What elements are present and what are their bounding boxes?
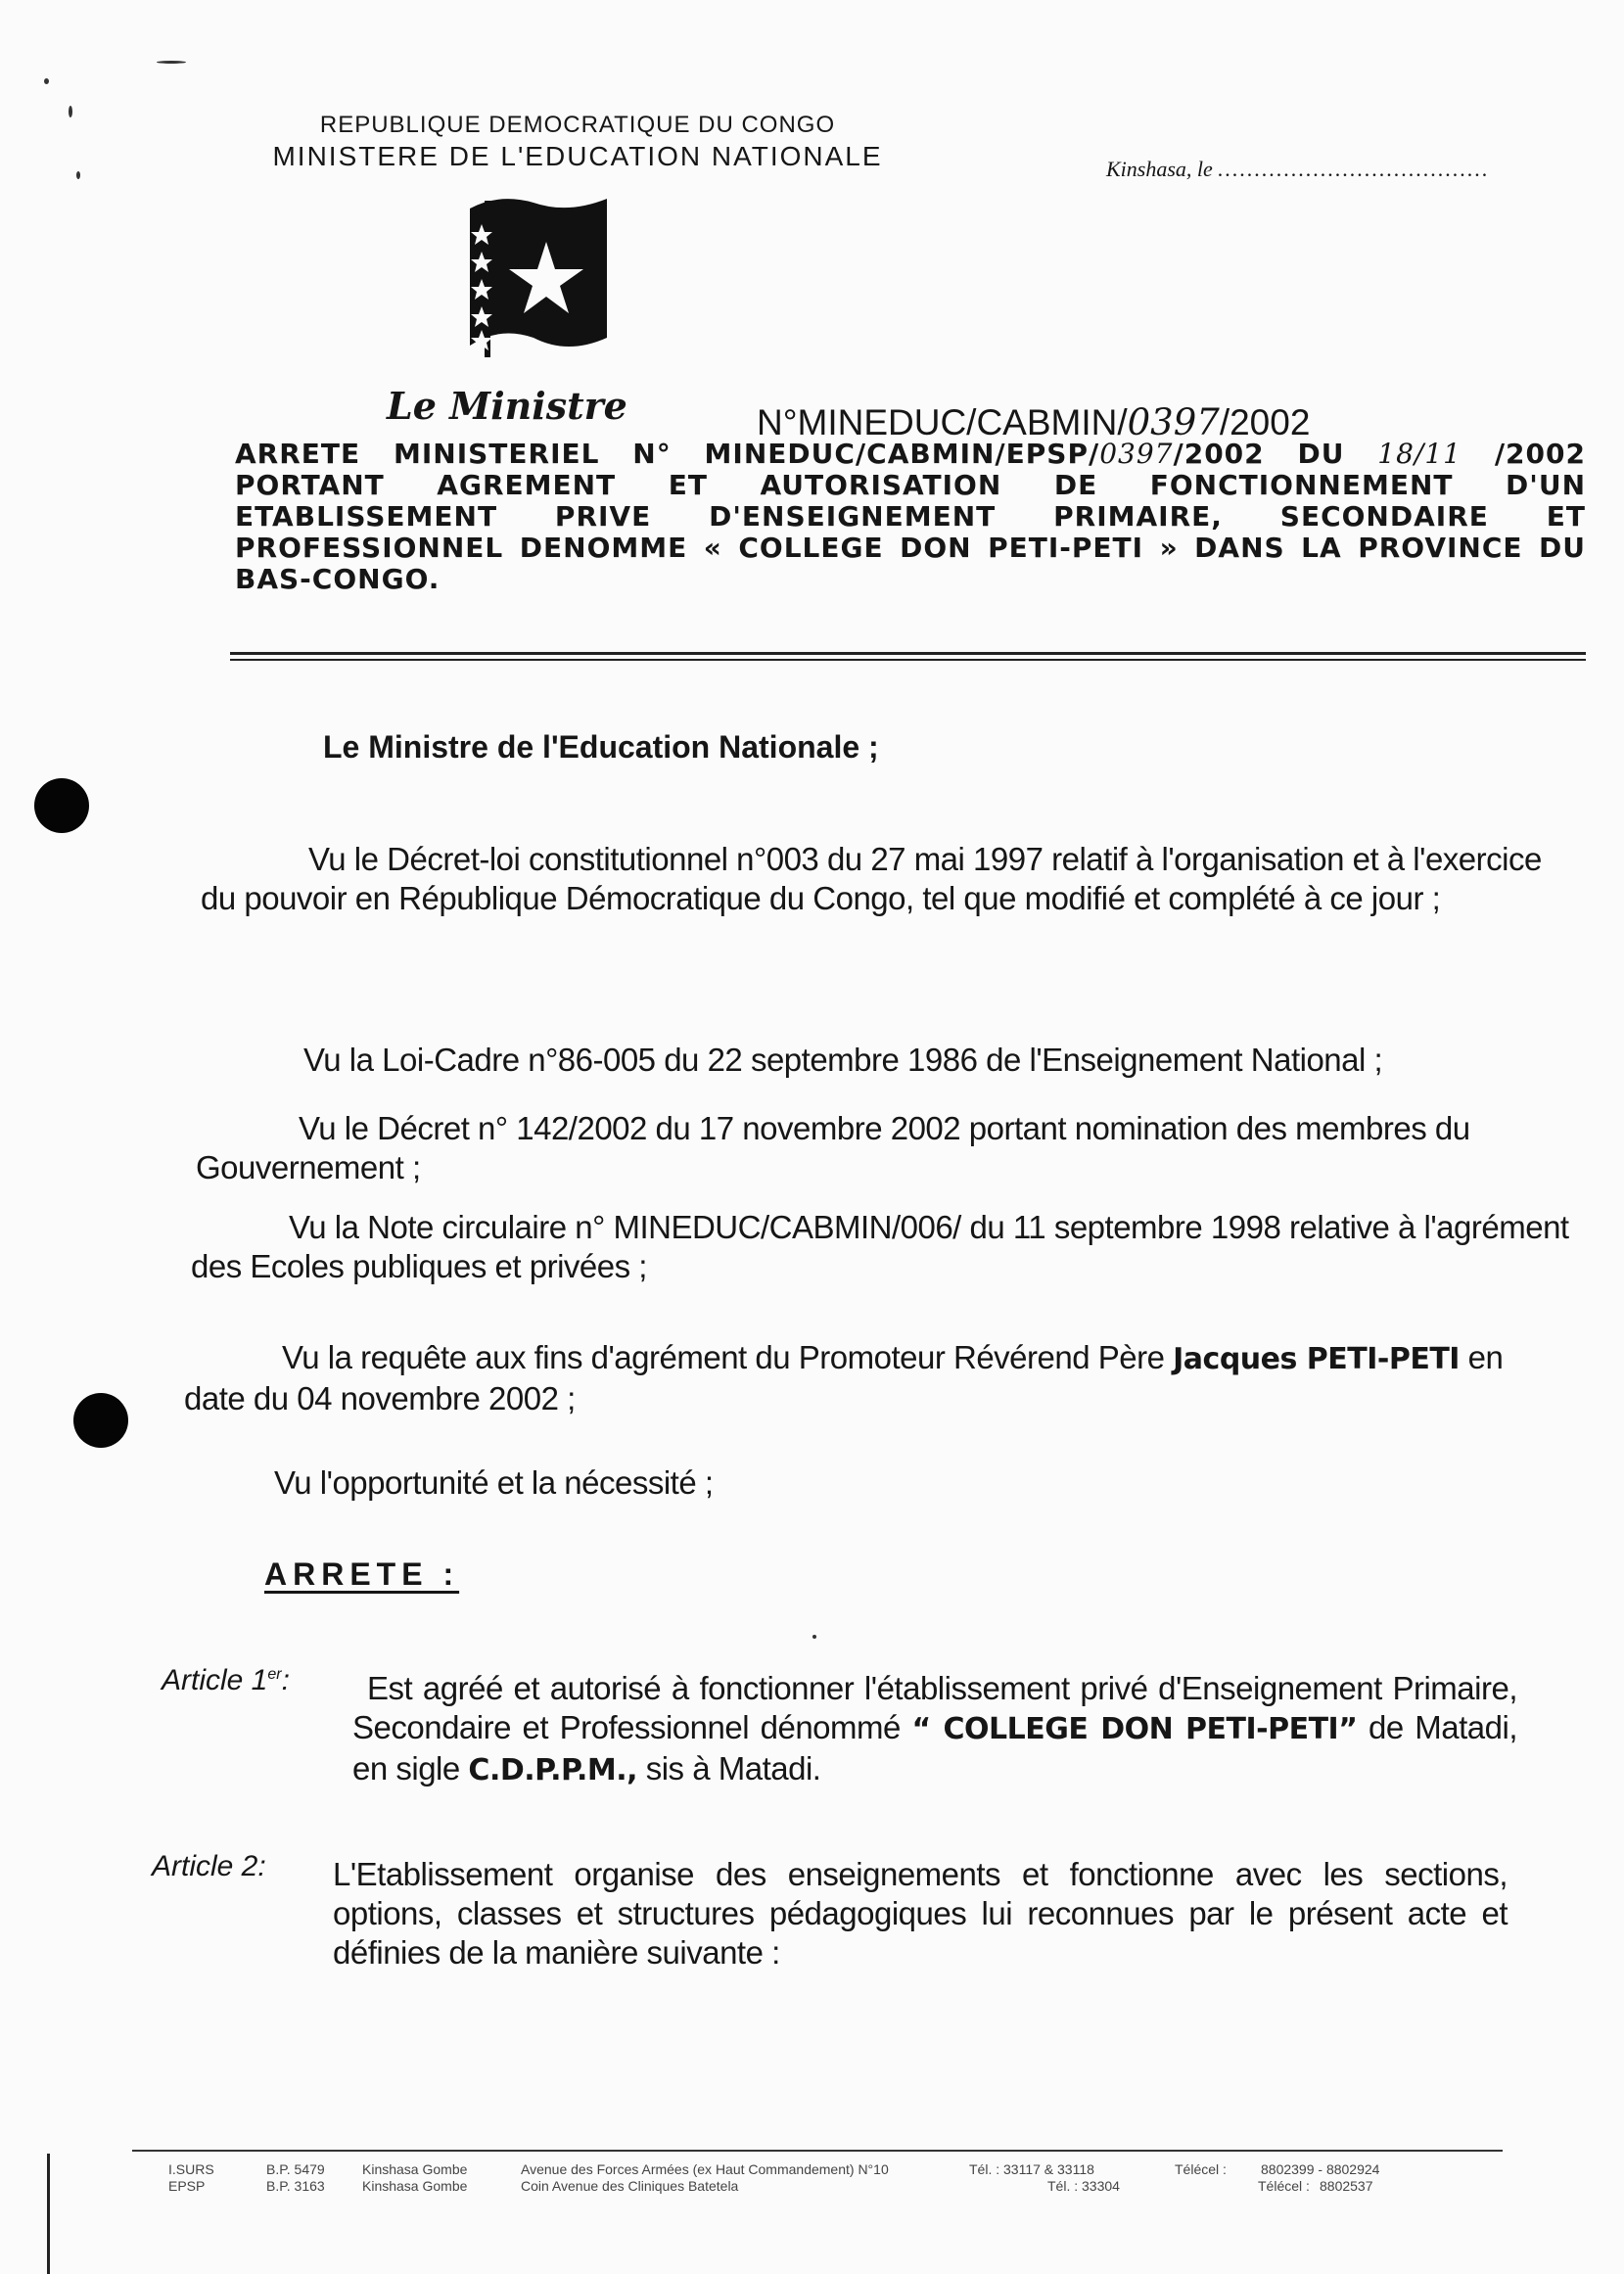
footer-text: Kinshasa Gombe — [362, 2161, 468, 2177]
article-1-colon: : — [281, 1664, 290, 1696]
footer-text: B.P. 3163 — [266, 2178, 325, 2194]
footer-text: Coin Avenue des Cliniques Batetela — [521, 2178, 739, 2194]
title-separator-second — [230, 659, 1586, 661]
footer-text: I.SURS — [168, 2161, 214, 2177]
consideration-4: Vu la Note circulaire n° MINEDUC/CABMIN/006/ du 11 septembre 1998 relative à l'agrément des Ecoles publiques et privées ; — [191, 1209, 1569, 1284]
title-handwritten-number: 0397 — [1099, 438, 1174, 470]
reference-handwritten-number: 0397 — [1127, 401, 1220, 443]
scan-speck — [76, 171, 80, 179]
scan-speck — [157, 61, 186, 64]
scan-speck — [44, 78, 49, 84]
title-part-1: ARRETE MINISTERIEL N° MINEDUC/CABMIN/EPSP/ — [235, 438, 1100, 470]
footer-separator — [132, 2150, 1503, 2152]
reference-prefix: N°MINEDUC/CABMIN/ — [757, 402, 1128, 442]
ministry-name: MINISTERE DE L'EDUCATION NATIONALE — [272, 141, 883, 171]
consideration-1: Vu le Décret-loi constitutionnel n°003 du 27 mai 1997 relatif à l'organisation et à l'exercice du pouvoir en République Démocratique du Congo, tel que modifié et complété à ce jour ; — [201, 841, 1542, 916]
date-blank: ..................................... — [1218, 157, 1490, 181]
reference-suffix: /2002 — [1219, 402, 1311, 442]
footer-col-1 — [168, 2161, 214, 2195]
title-handwritten-date: 18/11 — [1377, 438, 1462, 470]
consideration-5 — [184, 1338, 1564, 1418]
article-1-label — [162, 1664, 290, 1697]
footer-text: 8802399 - 8802924 — [1261, 2161, 1380, 2177]
article-2-text: L'Etablissement organise des enseignements et fonctionne avec les sections, options, classes et structures pédagogiques lui reconnues par le présent acte et définies de la manière suivante : — [333, 1856, 1508, 1971]
title-part-3: /2002 PORTANT AGREMENT ET AUTORISATION DE FONCTIONNEMENT D'UN ETABLISSEMENT PRIVE D'ENSEIGNEMENT PRIMAIRE, SECONDAIRE ET PROFESSIONNEL DENOMME « — [235, 438, 1586, 564]
consideration-2: Vu la Loi-Cadre n°86-005 du 22 septembre 1986 de l'Enseignement National ; — [303, 1042, 1383, 1078]
consideration-5-date: en date du 04 novembre 2002 ; — [184, 1339, 1504, 1416]
consideration-5-text: Vu la requête aux fins d'agrément du Promoteur Révérend Père — [282, 1339, 1174, 1375]
footer-text: EPSP — [168, 2178, 206, 2194]
footer-col-3 — [362, 2161, 467, 2195]
footer-col-5 — [969, 2161, 1120, 2195]
article-1-acronym: C.D.P.P.M., — [468, 1753, 638, 1787]
consideration-3: Vu le Décret n° 142/2002 du 17 novembre 2002 portant nomination des membres du Gouvernement ; — [196, 1110, 1470, 1185]
le-ministre-script: Le Ministre — [387, 384, 627, 428]
flag-emblem-icon — [460, 191, 617, 362]
footer-col-4 — [521, 2161, 889, 2195]
place-date-line — [1106, 157, 1490, 182]
article-2-label: Article 2: — [152, 1850, 266, 1882]
title-school-name: COLLEGE DON PETI-PETI — [738, 532, 1144, 564]
article-1-text-e: sis à Matadi. — [637, 1750, 821, 1787]
minister-heading: Le Ministre de l'Education Nationale ; — [323, 729, 879, 765]
footer-text: : 33117 & 33118 — [996, 2161, 1094, 2177]
footer-text: Kinshasa Gombe — [362, 2178, 468, 2194]
footer-col-2 — [266, 2161, 325, 2195]
title-part-4: » DANS LA PROVINCE DU BAS-CONGO. — [235, 532, 1587, 595]
scan-speck — [69, 106, 72, 117]
consideration-6: Vu l'opportunité et la nécessité ; — [274, 1464, 714, 1501]
decree-title — [235, 439, 1586, 595]
page-edge-shadow — [47, 2154, 50, 2274]
punch-hole — [73, 1393, 128, 1448]
article-1-sup: er — [267, 1666, 282, 1683]
title-part-2: /2002 DU — [1173, 438, 1378, 470]
footer-text: Avenue des Forces Armées (ex Haut Commandement) N°10 — [521, 2161, 889, 2177]
article-1-text-a: Est agréé et autorisé à fonctionner l'établissement privé d'Enseignement Primaire, Secondaire et Professionnel dénommé — [352, 1670, 1517, 1745]
footer-text: Télécel : — [1175, 2161, 1227, 2177]
promoter-name: Jacques PETI-PETI — [1173, 1342, 1460, 1376]
footer-col-7 — [1261, 2161, 1379, 2195]
footer-text: B.P. 5479 — [266, 2161, 325, 2177]
punch-hole — [34, 778, 89, 833]
place-label: Kinshasa, le — [1106, 157, 1213, 181]
footer-text: Télécel : — [1258, 2178, 1310, 2194]
title-separator — [230, 652, 1586, 655]
article-1-school-name: “ COLLEGE DON PETI-PETI” — [911, 1712, 1358, 1746]
article-1-text — [352, 1669, 1517, 1790]
letterhead — [235, 110, 920, 172]
country-name: REPUBLIQUE DEMOCRATIQUE DU CONGO — [319, 112, 836, 138]
footer-text: Tél. : 33304 — [1047, 2178, 1120, 2194]
arrete-heading: ARRETE : — [264, 1556, 460, 1592]
footer-text: 8802537 — [1320, 2178, 1373, 2194]
scan-speck — [812, 1635, 816, 1639]
article-1-text-c: de Matadi, en sigle — [352, 1709, 1517, 1787]
footer-text: Tél. — [969, 2161, 993, 2177]
article-1-label-text: Article 1 — [162, 1664, 268, 1696]
